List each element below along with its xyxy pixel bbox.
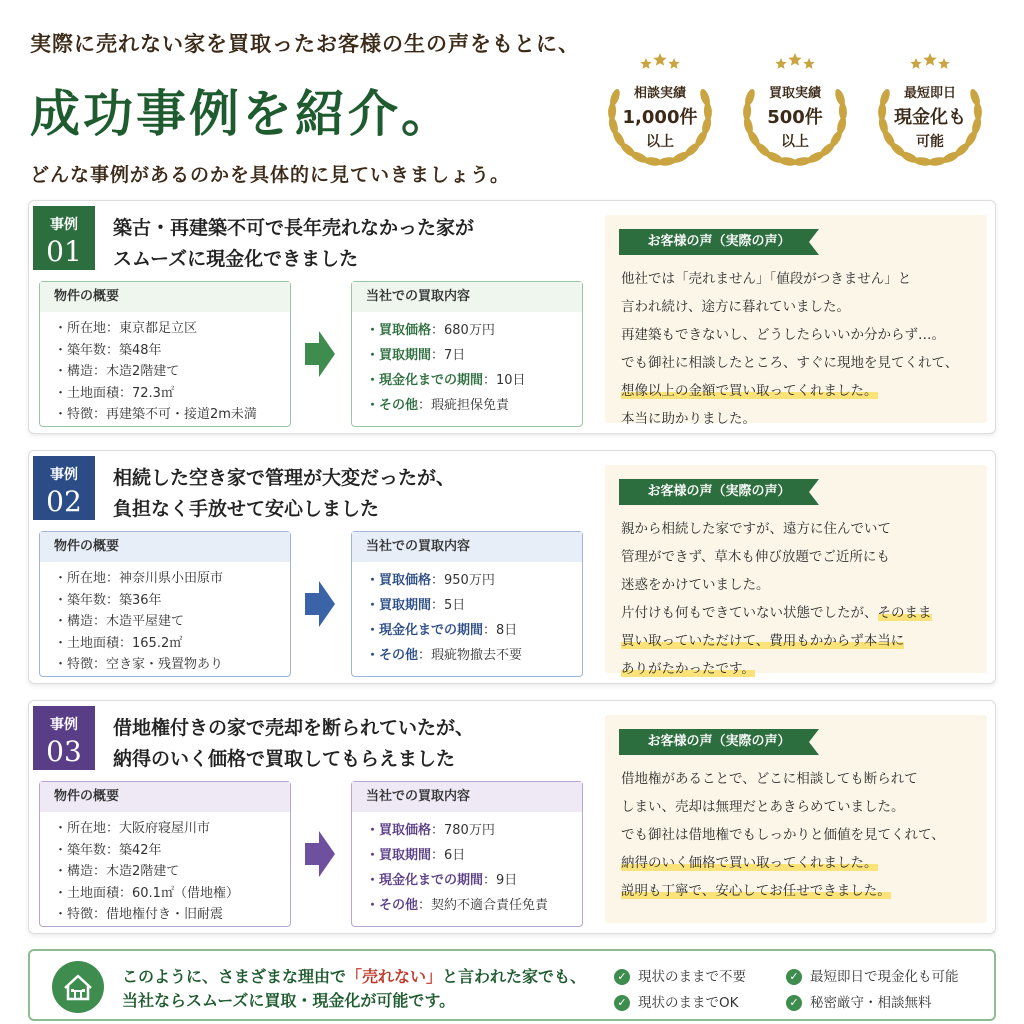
voice-line: 本当に助かりました。: [621, 411, 756, 427]
customer-voice-heading: お客様の声（実際の声）: [647, 734, 791, 749]
purchase-detail-value: ：10日: [483, 373, 526, 388]
check-icon: ✓: [786, 969, 802, 985]
check-item: ✓ 現状のままで不要: [614, 965, 746, 985]
badge-suffix: 以上: [781, 134, 809, 150]
property-detail: ・特徴：空き家・残置物あり: [54, 657, 224, 672]
voice-highlight: 説明も丁寧で、安心してお任せできました。: [621, 883, 891, 899]
property-detail: ・特徴：再建築不可・接道2m未満: [54, 407, 257, 422]
voice-line: 再建築もできないし、どうしたらいいか分からず…。: [621, 327, 945, 343]
purchase-detail: [366, 318, 582, 343]
property-summary-box: [39, 531, 291, 677]
voice-line: 言われ続け、途方に暮れていました。: [621, 299, 850, 315]
voice-highlight: そのまま: [877, 605, 932, 621]
summary-banner: [28, 949, 996, 1021]
customer-voice-heading: お客様の声（実際の声）: [647, 234, 791, 249]
property-detail: ・所在地：神奈川県小田原市: [54, 571, 224, 586]
voice-line: [621, 877, 981, 905]
purchase-details-box: [351, 281, 583, 427]
customer-voice-panel: [605, 465, 987, 677]
case-number-badge: [33, 206, 95, 270]
summary-text: [122, 965, 586, 1013]
purchase-detail-value: ：950万円: [431, 573, 495, 588]
voice-line: [621, 377, 981, 405]
purchase-detail-value: ：780万円: [431, 823, 495, 838]
case-number: 03: [46, 735, 82, 768]
badge-suffix: 以上: [646, 134, 674, 150]
case-number-label: 事例: [50, 467, 78, 483]
summary-line1-pre: このように、さまざまな理由で: [122, 967, 347, 986]
case-title-line: 相続した空き家で管理が大変だったが、: [113, 467, 456, 489]
purchase-detail: [366, 593, 582, 618]
case-title: [113, 463, 613, 525]
case-title-line: 築古・再建築不可で長年売れなかった家が: [113, 217, 475, 239]
case-number: 02: [46, 485, 82, 518]
property-detail: ・土地面積：165.2㎡: [54, 635, 183, 651]
purchase-detail: [366, 893, 582, 918]
house-icon: [52, 961, 104, 1013]
case-card-03: [28, 700, 996, 934]
voice-line: 管理ができず、草木も伸び放題でご近所にも: [621, 549, 890, 565]
purchase-detail-value: ：5日: [431, 598, 466, 613]
badge-value: 1,000件: [622, 107, 698, 128]
voice-line: しまい、売却は無理だとあきらめていました。: [621, 799, 905, 815]
purchase-details-box: [351, 781, 583, 927]
customer-voice-text: [621, 265, 981, 433]
badge-purchases: [733, 52, 857, 170]
header: [30, 28, 610, 187]
property-summary-heading: 物件の概要: [40, 782, 290, 812]
property-detail: ・構造：木造2階建て: [54, 364, 180, 379]
property-summary-box: [39, 281, 291, 427]
customer-voice-heading: お客様の声（実際の声）: [647, 484, 791, 499]
case-title-line: 負担なく手放せて安心しました: [113, 498, 380, 520]
purchase-detail-value: ：瑕疵物撤去不要: [418, 648, 523, 663]
property-detail: ・築年数：築36年: [54, 592, 162, 608]
purchase-detail-value: ：680万円: [431, 323, 495, 338]
page-subtitle: どんな事例があるのかを具体的に見ていきましょう。: [30, 164, 511, 186]
case-title: [113, 713, 613, 775]
property-detail: ・所在地：大阪府寝屋川市: [54, 821, 211, 836]
property-summary-heading: 物件の概要: [40, 532, 290, 562]
badge-label: 相談実績: [633, 86, 686, 101]
voice-highlight: 想像以上の金額で買い取ってくれました。: [621, 383, 878, 399]
customer-voice-text: [621, 765, 981, 905]
arrow-right-icon: [305, 331, 335, 377]
purchase-detail-value: ：7日: [431, 348, 466, 363]
case-number: 01: [46, 235, 82, 268]
customer-voice-text: [621, 515, 981, 683]
voice-line: 借地権があることで、どこに相談しても断られて: [621, 771, 918, 787]
voice-line: 迷惑をかけていました。: [621, 577, 770, 593]
case-card-02: [28, 450, 996, 684]
badge-same-day: [868, 52, 992, 170]
case-number-label: 事例: [50, 217, 78, 233]
customer-voice-panel: [605, 215, 987, 427]
purchase-detail-key: ・買取価格: [366, 323, 432, 338]
purchase-detail-value: ：6日: [431, 848, 466, 863]
purchase-detail-key: ・その他: [366, 648, 419, 663]
purchase-detail-value: ：8日: [483, 623, 518, 638]
purchase-detail-key: ・買取期間: [366, 848, 432, 863]
purchase-detail: [366, 368, 582, 393]
property-summary-heading: 物件の概要: [40, 282, 290, 312]
voice-line: [621, 627, 981, 655]
purchase-details-heading: 当社での買取内容: [352, 532, 582, 562]
purchase-detail-value: ：瑕疵担保免責: [418, 398, 510, 413]
voice-highlight: ありがたかったです。: [621, 661, 755, 677]
purchase-detail: [366, 843, 582, 868]
arrow-right-icon: [305, 581, 335, 627]
purchase-detail-key: ・その他: [366, 898, 419, 913]
property-detail: ・所在地：東京都足立区: [54, 321, 198, 336]
case-title-line: スムーズに現金化できました: [113, 248, 359, 270]
customer-voice-ribbon: [619, 729, 819, 755]
purchase-detail-key: ・現金化までの期間: [366, 623, 484, 638]
property-detail: ・土地面積：60.1㎡（借地権）: [54, 885, 239, 901]
case-title-line: 納得のいく価格で買取してもらえました: [113, 748, 456, 770]
voice-line: [621, 655, 981, 683]
voice-line: 親から相続した家ですが、遠方に住んでいて: [621, 521, 891, 537]
purchase-detail-value: ：契約不適合責任免責: [418, 898, 549, 913]
purchase-detail-key: ・その他: [366, 398, 419, 413]
property-detail: ・築年数：築42年: [54, 842, 162, 858]
property-detail: ・構造：木造平屋建て: [54, 614, 185, 629]
purchase-detail: [366, 818, 582, 843]
purchase-details-box: [351, 531, 583, 677]
badge-consultations: [598, 52, 722, 170]
check-icon: ✓: [614, 969, 630, 985]
badge-value: 現金化も: [894, 107, 966, 128]
achievement-badges: [598, 52, 998, 172]
voice-line: でも御社に相談したところ、すぐに現地を見てくれて、: [621, 355, 959, 371]
voice-line: 他社では「売れません」「値段がつきません」と: [621, 271, 912, 287]
purchase-detail-key: ・現金化までの期間: [366, 873, 484, 888]
customer-voice-panel: [605, 715, 987, 923]
purchase-detail-key: ・現金化までの期間: [366, 373, 484, 388]
voice-highlight: 納得のいく価格で買い取ってくれました。: [621, 855, 878, 871]
purchase-detail: [366, 568, 582, 593]
arrow-right-icon: [305, 831, 335, 877]
property-detail: ・土地面積：72.3㎡: [54, 385, 174, 401]
badge-label: 買取実績: [768, 86, 821, 101]
summary-keyword: 「売れない」: [346, 967, 443, 986]
check-item: ✓ 秘密厳守・相談無料: [786, 991, 932, 1011]
badge-value: 500件: [767, 107, 823, 128]
page-title: 成功事例を紹介。: [30, 84, 454, 143]
purchase-detail: [366, 868, 582, 893]
purchase-detail-value: ：9日: [483, 873, 518, 888]
purchase-detail: [366, 343, 582, 368]
purchase-details-heading: 当社での買取内容: [352, 782, 582, 812]
badge-label: 最短即日: [903, 86, 956, 101]
property-detail: ・構造：木造2階建て: [54, 864, 180, 879]
purchase-details-heading: 当社での買取内容: [352, 282, 582, 312]
lead-text: 実際に売れない家を買取ったお客様の生の声をもとに、: [30, 32, 580, 56]
check-icon: ✓: [614, 995, 630, 1011]
purchase-detail: [366, 393, 582, 418]
case-title-line: 借地権付きの家で売却を断られていたが、: [113, 717, 475, 739]
summary-line1-post: と言われた家でも、: [442, 967, 587, 986]
property-detail: ・築年数：築48年: [54, 342, 162, 358]
case-number-badge: [33, 456, 95, 520]
customer-voice-ribbon: [619, 229, 819, 255]
case-number-label: 事例: [50, 717, 78, 733]
purchase-detail-key: ・買取期間: [366, 598, 432, 613]
property-detail: ・特徴：借地権付き・旧耐震: [54, 907, 224, 922]
purchase-detail: [366, 643, 582, 668]
voice-line: 片付けも何もできていない状態でしたが、そのまま: [621, 605, 932, 621]
purchase-detail-key: ・買取期間: [366, 348, 432, 363]
customer-voice-ribbon: [619, 479, 819, 505]
badge-suffix: 可能: [916, 134, 944, 150]
case-number-badge: [33, 706, 95, 770]
property-summary-box: [39, 781, 291, 927]
voice-line: でも御社は借地権でもしっかりと価値を見てくれて、: [621, 827, 945, 843]
voice-line: [621, 849, 981, 877]
check-item: ✓ 現状のままでOK: [614, 991, 738, 1011]
purchase-detail: [366, 618, 582, 643]
purchase-detail-key: ・買取価格: [366, 823, 432, 838]
case-card-01: [28, 200, 996, 434]
voice-highlight: 買い取っていただけて、費用もかからず本当に: [621, 633, 905, 649]
summary-line2: 当社ならスムーズに買取・現金化が可能です。: [122, 991, 456, 1010]
purchase-detail-key: ・買取価格: [366, 573, 432, 588]
check-icon: ✓: [786, 995, 802, 1011]
check-item: ✓ 最短即日で現金化も可能: [786, 965, 959, 985]
case-title: [113, 213, 613, 275]
